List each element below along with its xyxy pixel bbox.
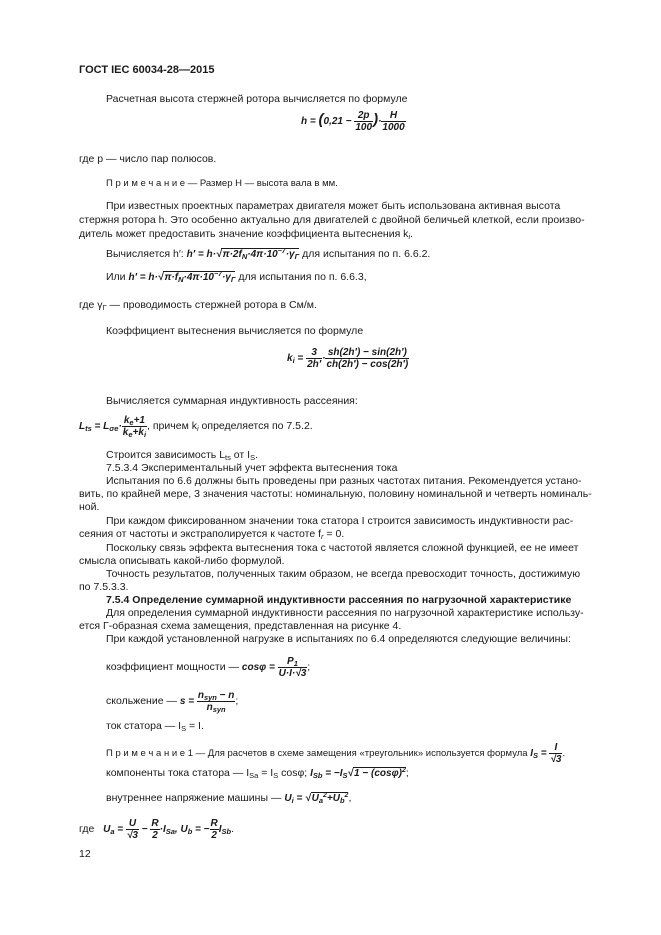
text-line: смысла описывать какой-либо формулой. — [79, 555, 285, 567]
text-line: Испытания по 6.6 должны быть проведены при разных частотах питания. Рекомендуется устано- — [106, 475, 582, 487]
formula-rotor-bar-height: h = (0,21 − $\frac{2p}{100}$ )· $\frac{H}{1000}$ — [301, 110, 405, 133]
page-number: 12 — [79, 848, 91, 860]
text-line: Поскольку связь эффекта вытеснения тока с частотой является сложной функцией, ее не имеет — [106, 542, 579, 554]
text-line: Вычисляется суммарная индуктивность рассеяния: — [106, 395, 358, 407]
text-line: Расчетная высота стержней ротора вычисляется по формуле — [106, 93, 408, 105]
text-line: ток статора — $I_S = I$. — [106, 720, 204, 733]
note: П р и м е ч а н и е — Размер H — высота вала в мм. — [106, 178, 338, 189]
note: П р и м е ч а н и е 1 — Для расчетов в схеме замещения «треугольник» используется формула $I_S$ = $\frac{I}{√3}$ . — [106, 742, 566, 765]
formula-line: компоненты тока статора — $I_{Sa} = I_S$ cosφ; $I_{Sb} = -I_S√1 - (\cos\varphi)^2$; — [106, 767, 409, 780]
text-line: по 7.5.3.3. — [79, 581, 129, 593]
text-line: При каждой установленной нагрузке в испытаниях по 6.4 определяются следующие величины: — [106, 633, 571, 645]
text-line: Точность результатов, полученных таким образом, не всегда превосходит точность, достижимую — [106, 568, 581, 580]
section-heading: 7.5.4 Определение суммарной индуктивности рассеяния по нагрузочной характеристике — [106, 594, 572, 606]
section-heading: 7.5.3.4 Экспериментальный учет эффекта вытеснения тока — [106, 462, 398, 474]
text-line: дитель может предоставить значение коэффициента вытеснения $k_i$. — [79, 228, 414, 241]
document-header: ГОСТ IEC 60034-28—2015 — [79, 64, 215, 76]
text-line: Для определения суммарной индуктивности рассеяния по нагрузочной характеристике использу- — [106, 607, 584, 619]
formula-line: коэффициент мощности — cosφ = $\frac{P_1}{U\cdot I\cdot√3}$ ; — [106, 656, 311, 679]
text-line: При каждом фиксированном значении тока статора I строится зависимость индуктивности рас- — [106, 515, 574, 527]
text-line: стержня ротора h. Это особенно актуально для двигателей с двойной беличьей клеткой, если произво- — [79, 214, 585, 226]
text-line: Коэффициент вытеснения вычисляется по формуле — [106, 325, 364, 337]
formula-line: внутреннее напряжение машины — $U_i = √U_a^2+U_b^2$, — [106, 792, 352, 805]
text-line: Строится зависимость $L_{ts}$ от $I_S$. — [106, 449, 258, 462]
formula-line: $L_{ts} = L_{\sigma e}\cdot$ $\frac{k_e+1}{k_e+k_i}$ , причем $k_i$ определяется по 7.5.2. — [79, 415, 313, 439]
text-line: ется Г-образная схема замещения, представленная на рисунке 4. — [79, 620, 402, 632]
text-line: При известных проектных параметрах двигателя может быть использована активная высота — [106, 200, 561, 212]
text-line: ной. — [79, 501, 100, 513]
formula-line: где $U_a$ = $\frac{U}{√3}$ − $\frac{R}{2}$ $\cdot I_{Sa}$, $U_b$ = − $\frac{R}{2}$ $I_{Sb}$. — [79, 818, 235, 841]
text-line: где $\gamma_\Gamma$ — проводимость стержней ротора в См/м. — [79, 299, 317, 312]
text-line: сеяния от частоты и экстраполируется к частоте $f_r = 0$. — [79, 528, 345, 541]
formula-line: Или $h' = h\cdot√\pi\cdot f_N\cdot 4\pi\cdot 10^{-7}\cdot\gamma_\Gamma$ для испытания по п. 6.6.3, — [106, 271, 367, 284]
text-line: где p — число пар полюсов. — [79, 153, 217, 165]
formula-displacement-coefficient: $k_i$ = $\frac{3}{2h'}$ · $\frac{sh(2h') - \sin(2h')}{ch(2h') - \cos(2h')}$ — [287, 347, 409, 370]
formula-line: Вычисляется h′: $h' = h\cdot√\pi\cdot 2f_N\cdot 4\pi\cdot 10^{-7}\cdot\gamma_\Gamma$ для испытания по п. 6.6.2. — [106, 248, 431, 261]
formula-line: скольжение — s = $\frac{n_{syn} - n}{n_{syn}}$ ; — [106, 690, 239, 714]
text-line: вить, по крайней мере, 3 значения частоты: номинальную, половину номинальной и четверть номиналь- — [79, 488, 592, 500]
